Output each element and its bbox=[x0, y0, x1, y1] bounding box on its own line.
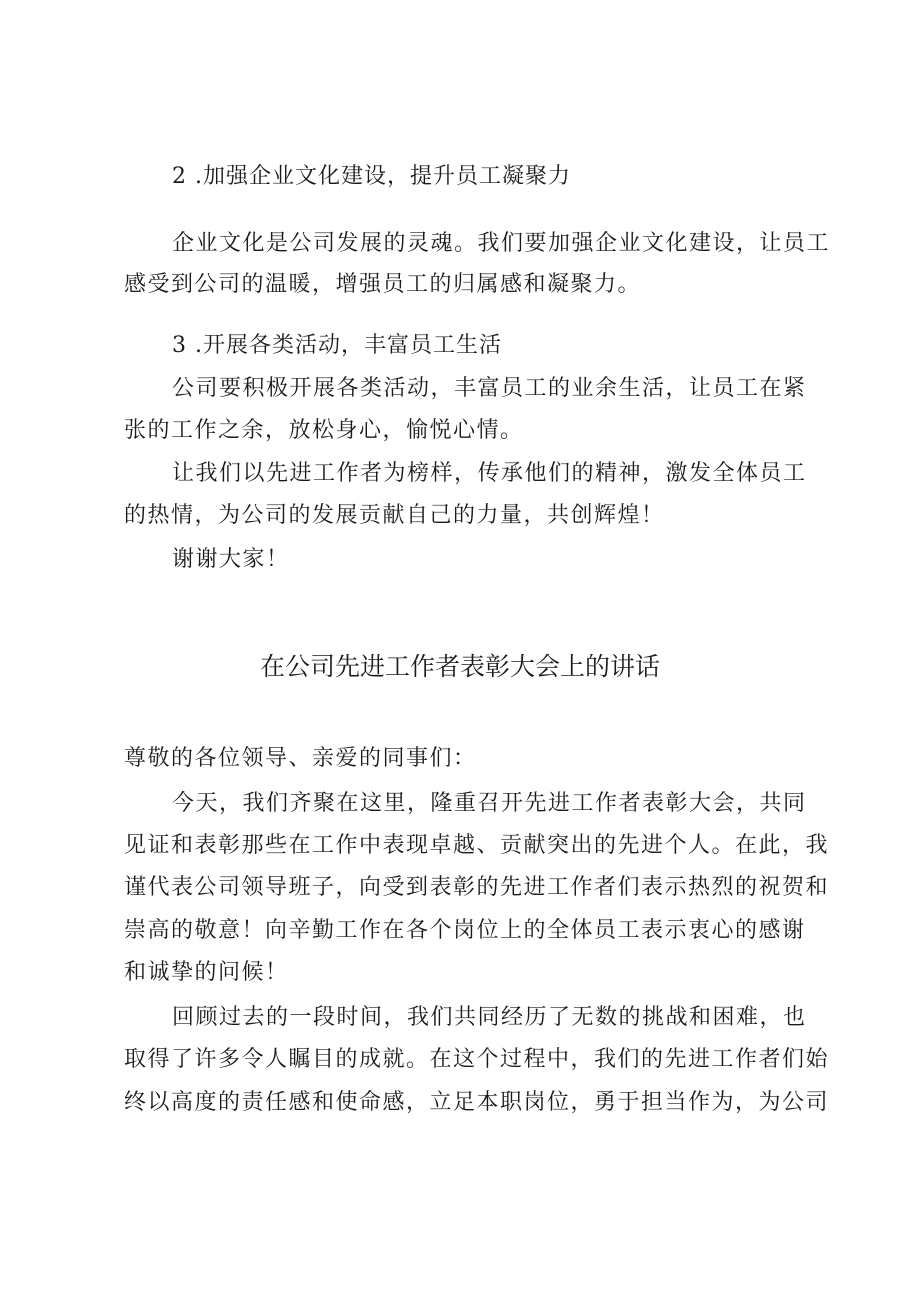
section-3-paragraph-line-1: 公司要积极开展各类活动，丰富员工的业余生活，让员工在紧 bbox=[172, 376, 807, 401]
closing-paragraph-line-2: 的热情，为公司的发展贡献自己的力量，共创辉煌！ bbox=[124, 503, 665, 528]
speech-paragraph-1-line-4: 崇高的敬意！向辛勤工作在各个岗位上的全体员工表示衷心的感谢 bbox=[124, 918, 806, 943]
section-2-heading: 2 .加强企业文化建设，提升员工凝聚力 bbox=[172, 164, 571, 189]
section-2-paragraph-line-1: 企业文化是公司发展的灵魂。我们要加强企业文化建设，让员工 bbox=[172, 231, 831, 256]
speech-paragraph-1-line-1: 今天，我们齐聚在这里，隆重召开先进工作者表彰大会，共同 bbox=[172, 791, 807, 816]
speech-title: 在公司先进工作者表彰大会上的讲话 bbox=[259, 652, 660, 681]
section-3-heading: 3 .开展各类活动，丰富员工生活 bbox=[172, 333, 502, 358]
speech-paragraph-1-line-2: 见证和表彰那些在工作中表现卓越、贡献突出的先进个人。在此，我 bbox=[124, 833, 830, 858]
speech-paragraph-2-line-3: 终以高度的责任感和使命感，立足本职岗位，勇于担当作为，为公司 bbox=[124, 1090, 830, 1115]
closing-paragraph-line-1: 让我们以先进工作者为榜样，传承他们的精神，激发全体员工 bbox=[172, 461, 807, 486]
thanks-line: 谢谢大家！ bbox=[172, 547, 290, 572]
speech-paragraph-2-line-2: 取得了许多令人瞩目的成就。在这个过程中，我们的先进工作者们始 bbox=[124, 1047, 830, 1072]
speech-paragraph-1-line-5: 和诚挚的问候！ bbox=[124, 960, 289, 985]
speech-paragraph-1-line-3: 谨代表公司领导班子，向受到表彰的先进工作者们表示热烈的祝贺和 bbox=[124, 875, 830, 900]
section-3-paragraph-line-2: 张的工作之余，放松身心，愉悦心情。 bbox=[124, 418, 524, 443]
speech-paragraph-2-line-1: 回顾过去的一段时间，我们共同经历了无数的挑战和困难，也 bbox=[172, 1005, 807, 1030]
salutation: 尊敬的各位领导、亲爱的同事们： bbox=[124, 746, 477, 771]
section-2-paragraph-line-2: 感受到公司的温暖，增强员工的归属感和凝聚力。 bbox=[124, 272, 642, 297]
